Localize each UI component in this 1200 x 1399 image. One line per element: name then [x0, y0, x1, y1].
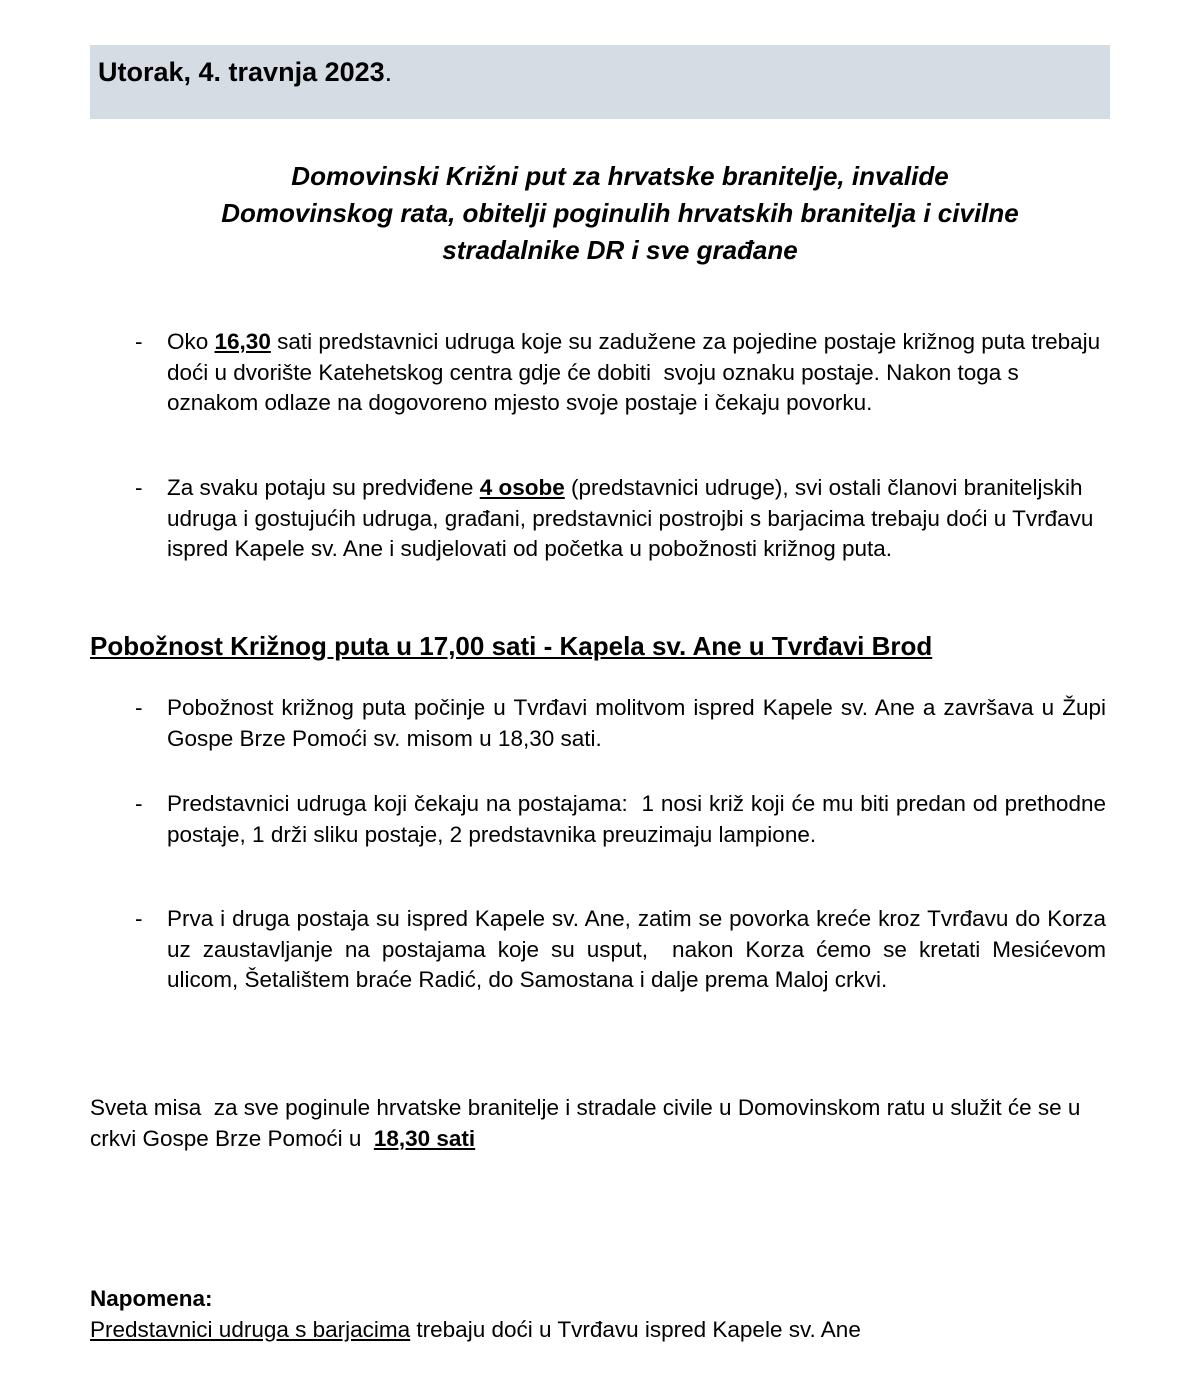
bullet-item-3: [90, 693, 1110, 754]
note-block: [90, 1284, 1110, 1345]
text-run: Predstavnici udruga koji čekaju na postajama: 1 nosi križ koji će mu biti predan od prethodne postaje, 1 drži sliku postaje, 2 predstavnika preuzimaju lampione.: [167, 791, 1106, 847]
bullet-item-4: [90, 789, 1110, 850]
text-run: Sveta misa za sve poginule hrvatske branitelje i stradale civile u Domovinskom ratu u služit će se u crkvi Gospe Brze Pomoći u: [90, 1095, 1081, 1151]
text-run: 16,30: [214, 329, 271, 354]
bullet-text-5: [167, 904, 1106, 996]
note-text: [90, 1315, 1110, 1346]
text-run: 4 osobe: [479, 475, 565, 500]
title-line-2: Domovinskog rata, obitelji poginulih hrvatskih branitelja i civilne: [221, 198, 1019, 228]
bullet-text-1: [167, 327, 1106, 419]
text-run: 18,30 sati: [373, 1125, 476, 1151]
bullet-dash: -: [135, 475, 143, 500]
bullet-item-5: [90, 904, 1110, 996]
bullet-dash: -: [135, 906, 143, 931]
bullet-item-1: [90, 327, 1110, 419]
mass-paragraph: [90, 1093, 1112, 1154]
text-run: Prva i druga postaja su ispred Kapele sv. Ane, zatim se povorka kreće kroz Tvrđavu do Korza uz zaustavljanje na postajama koje su usput, nakon Korza ćemo se kretati Mesićevom ulicom, Šetalištem braće Radić, do Samostana i dalje prema Maloj crkvi.: [167, 906, 1106, 992]
text-run: Za svaku potaju su predviđene: [167, 475, 480, 500]
bullet-text-3: [167, 693, 1106, 754]
text-run: trebaju doći u Tvrđavu ispred Kapele sv. Ane: [410, 1316, 861, 1342]
title-line-3: stradalnike DR i sve građane: [442, 235, 798, 265]
text-run: Utorak, 4. travnja 2023: [98, 57, 385, 87]
section-heading: Pobožnost Križnog puta u 17,00 sati - Kapela sv. Ane u Tvrđavi Brod: [90, 631, 933, 661]
document-title: [110, 158, 1130, 269]
text-run: Oko: [167, 329, 215, 354]
note-heading: Napomena:: [90, 1286, 213, 1311]
date-text: [98, 57, 392, 87]
bullet-dash: -: [135, 329, 143, 354]
title-line-1: Domovinski Križni put za hrvatske branitelje, invalide: [291, 161, 949, 191]
bullet-dash: -: [135, 791, 143, 816]
bullet-text-2: [167, 473, 1106, 565]
bullet-text-4: [167, 789, 1106, 850]
text-run: Predstavnici udruga s barjacima: [90, 1316, 411, 1342]
bullet-dash: -: [135, 695, 143, 720]
date-header: [90, 45, 1110, 119]
bullet-item-2: [90, 473, 1110, 565]
text-run: (predstavnici udruge), svi ostali članovi braniteljskih udruga i gostujućih udruga, građani, predstavnici postrojbi s barjacima trebaju doći u Tvrđavu ispred Kapele sv. Ane i sudjelovati od početka u pobožnosti križnog puta.: [167, 475, 1094, 561]
text-run: sati predstavnici udruga koje su zadužene za pojedine postaje križnog puta trebaju doći u dvorište Katehetskog centra gdje će dobiti svoju oznaku postaje. Nakon toga s oznakom odlaze na dogovoreno mjesto svoje postaje i čekaju povorku.: [167, 329, 1101, 415]
text-run: Pobožnost križnog puta počinje u Tvrđavi molitvom ispred Kapele sv. Ane a završava u Župi Gospe Brze Pomoći sv. misom u 18,30 sati.: [167, 695, 1106, 751]
text-run: .: [384, 57, 393, 87]
